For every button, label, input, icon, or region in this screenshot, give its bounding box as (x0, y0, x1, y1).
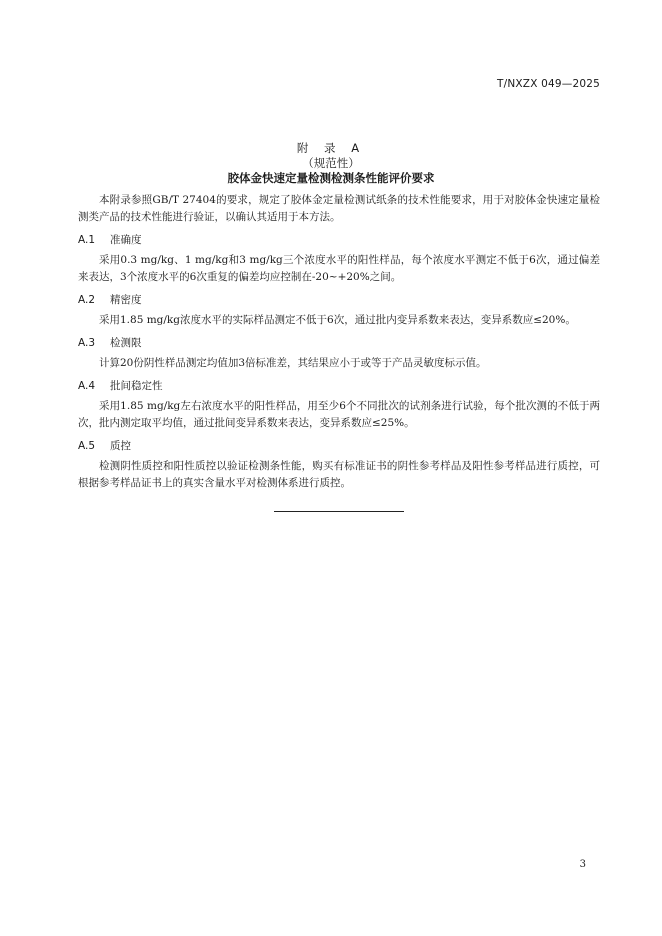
standard-code: T/NXZX 049—2025 (497, 78, 600, 90)
section-title: 检测限 (110, 337, 142, 349)
section-title: 精密度 (110, 294, 142, 306)
section-title: 质控 (110, 440, 131, 452)
annex-nature: （规范性） (302, 156, 360, 170)
intro-paragraph: 本附录参照GB/T 27404的要求，规定了胶体金定量检测试纸条的技术性能要求，用于对胶体金快速定量检测类产品的技术性能进行验证，以确认其适用于本方法。 (78, 194, 600, 223)
section-text: 检测阴性质控和阳性质控以验证检测条性能，购买有标准证书的阴性参考样品及阳性参考样品进行质控，可根据参考样品证书上的真实含量水平对检测体系进行质控。 (78, 460, 600, 489)
section-heading (78, 292, 600, 308)
section-accuracy (78, 232, 600, 286)
section-title: 准确度 (110, 234, 142, 246)
annex-title: 附 录 A (296, 141, 366, 155)
section-number: A.2 (78, 294, 96, 306)
section-heading (78, 438, 600, 454)
section-number: A.4 (78, 380, 96, 392)
section-text: 计算20份阴性样品测定均值加3倍标准差，其结果应小于或等于产品灵敏度标示值。 (99, 357, 487, 369)
section-number: A.1 (78, 234, 96, 246)
section-heading (78, 232, 600, 248)
section-heading (78, 378, 600, 394)
section-quality-control (78, 438, 600, 492)
section-heading (78, 335, 600, 351)
section-text: 采用1.85 mg/kg浓度水平的实际样品测定不低于6次，通过批内变异系数来表达，变异系数应≤20%。 (99, 314, 576, 326)
annex-name: 胶体金快速定量检测检测条性能评价要求 (227, 171, 435, 185)
page-number: 3 (579, 859, 586, 870)
section-text: 采用1.85 mg/kg左右浓度水平的阳性样品，用至少6个不同批次的试剂条进行试验，每个批次测的不低于两次，批内测定取平均值，通过批间变异系数来表达，变异系数应≤25%。 (78, 400, 600, 429)
section-detection-limit (78, 335, 600, 372)
annex-body (78, 192, 600, 492)
section-text: 采用0.3 mg/kg、1 mg/kg和3 mg/kg三个浓度水平的阳性样品，每个浓度水平测定不低于6次，通过偏差来表达，3个浓度水平的6次重复的偏差均应控制在-20~+20%之间。 (78, 254, 600, 283)
section-number: A.3 (78, 337, 96, 349)
section-precision (78, 292, 600, 329)
section-batch-stability (78, 378, 600, 432)
section-title: 批间稳定性 (110, 380, 163, 392)
end-divider (274, 511, 404, 512)
section-number: A.5 (78, 440, 96, 452)
